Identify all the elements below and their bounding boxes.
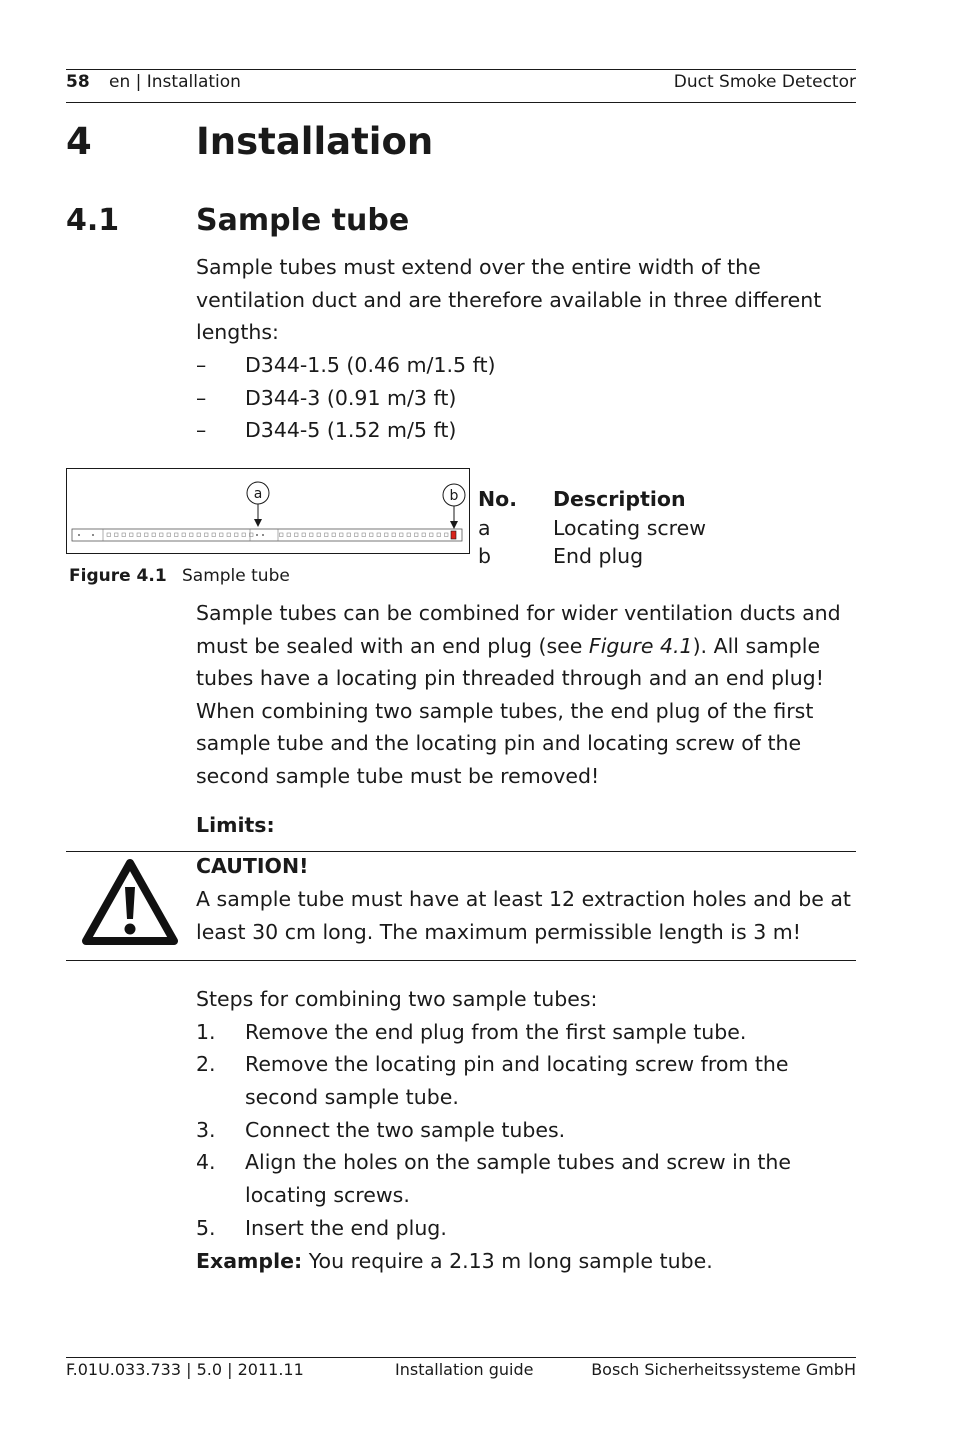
- footer-rule: [66, 1357, 856, 1358]
- sample-tube-figure: [66, 468, 470, 554]
- callout-b: [443, 484, 465, 529]
- step-text: Remove the end plug from the first sample tube.: [245, 1020, 747, 1044]
- caution-line: least 30 cm long. The maximum permissible length is 3 m!: [196, 919, 801, 944]
- caution-bottom-rule: [66, 960, 856, 961]
- footer-doc-id: F.01U.033.733 | 5.0 | 2011.11: [66, 1360, 304, 1379]
- table-cell-description: Locating screw: [553, 516, 706, 540]
- paragraph-line: When combining two sample tubes, the end plug of the first: [196, 698, 814, 723]
- step-number: 2.: [196, 1052, 216, 1076]
- intro-line: lengths:: [196, 320, 279, 345]
- step-number: 5.: [196, 1216, 216, 1240]
- footer-doc-type: Installation guide: [395, 1360, 534, 1379]
- intro-paragraph: [196, 251, 856, 349]
- example-label: Example:: [196, 1249, 303, 1273]
- intro-line: ventilation duct and are therefore available in three different: [196, 287, 822, 312]
- step-text: Align the holes on the sample tubes and screw in the locating screws.: [245, 1150, 792, 1207]
- step-number: 3.: [196, 1118, 216, 1142]
- step-text: Insert the end plug.: [245, 1216, 447, 1240]
- paragraph-line: tubes have a locating pin threaded through and an end plug!: [196, 666, 824, 691]
- figure-caption: Sample tube: [182, 566, 290, 586]
- rivet-mark: [262, 534, 264, 536]
- callout-a: [247, 482, 269, 527]
- table-header-no: No.: [478, 487, 518, 511]
- chapter-number: 4: [66, 120, 92, 163]
- list-bullet: –: [196, 418, 207, 442]
- example-line: [196, 1245, 856, 1278]
- caution-text: [196, 883, 856, 948]
- step-text: Connect the two sample tubes.: [245, 1118, 566, 1142]
- header-document-title: Duct Smoke Detector: [673, 72, 856, 92]
- rivet-mark: [78, 534, 80, 536]
- paragraph-line: sample tube and the locating pin and locating screw of the: [196, 731, 802, 756]
- callout-a-label: a: [253, 486, 263, 502]
- caution-title: CAUTION!: [196, 854, 309, 878]
- table-header-description: Description: [553, 487, 686, 511]
- callout-b-label: b: [449, 488, 459, 504]
- header-section: en | Installation: [109, 72, 241, 92]
- list-bullet: –: [196, 353, 207, 377]
- list-item-length: D344-3 (0.91 m/3 ft): [245, 386, 457, 410]
- chapter-title: Installation: [196, 120, 434, 163]
- footer-company: Bosch Sicherheitssysteme GmbH: [591, 1360, 856, 1379]
- caution-line: A sample tube must have at least 12 extraction holes and be at: [196, 887, 851, 911]
- figure-label: Figure 4.1: [69, 566, 167, 586]
- paragraph-line: Sample tubes can be combined for wider ventilation ducts and: [196, 601, 841, 625]
- list-item-length: D344-1.5 (0.46 m/1.5 ft): [245, 353, 496, 377]
- section-title: Sample tube: [196, 203, 410, 238]
- table-cell-no: b: [478, 544, 492, 568]
- steps-intro: Steps for combining two sample tubes:: [196, 987, 598, 1011]
- page-number: 58: [66, 72, 90, 92]
- combining-paragraph: [196, 597, 856, 793]
- step-text: Remove the locating pin and locating screw from the second sample tube.: [245, 1052, 789, 1109]
- header-top-rule: [66, 69, 856, 70]
- step-number: 4.: [196, 1150, 216, 1174]
- warning-triangle-icon: [80, 857, 180, 949]
- end-plug: [451, 531, 456, 539]
- intro-line: Sample tubes must extend over the entire width of the: [196, 255, 761, 279]
- table-cell-no: a: [478, 516, 491, 540]
- limits-heading: Limits:: [196, 813, 275, 837]
- paragraph-line: second sample tube must be removed!: [196, 763, 600, 788]
- section-number: 4.1: [66, 203, 120, 238]
- list-bullet: –: [196, 386, 207, 410]
- example-text: You require a 2.13 m long sample tube.: [302, 1249, 713, 1273]
- table-cell-description: End plug: [553, 544, 644, 568]
- list-item-length: D344-5 (1.52 m/5 ft): [245, 418, 457, 442]
- figure-reference: Figure 4.1: [588, 633, 693, 658]
- paragraph-line: must be sealed with an end plug (see Figure 4.1). All sample: [196, 633, 821, 658]
- sample-tube-drawing: [67, 469, 469, 553]
- rivet-mark: [92, 534, 94, 536]
- rivet-mark: [256, 534, 258, 536]
- header-bottom-rule: [66, 102, 856, 103]
- step-number: 1.: [196, 1020, 216, 1044]
